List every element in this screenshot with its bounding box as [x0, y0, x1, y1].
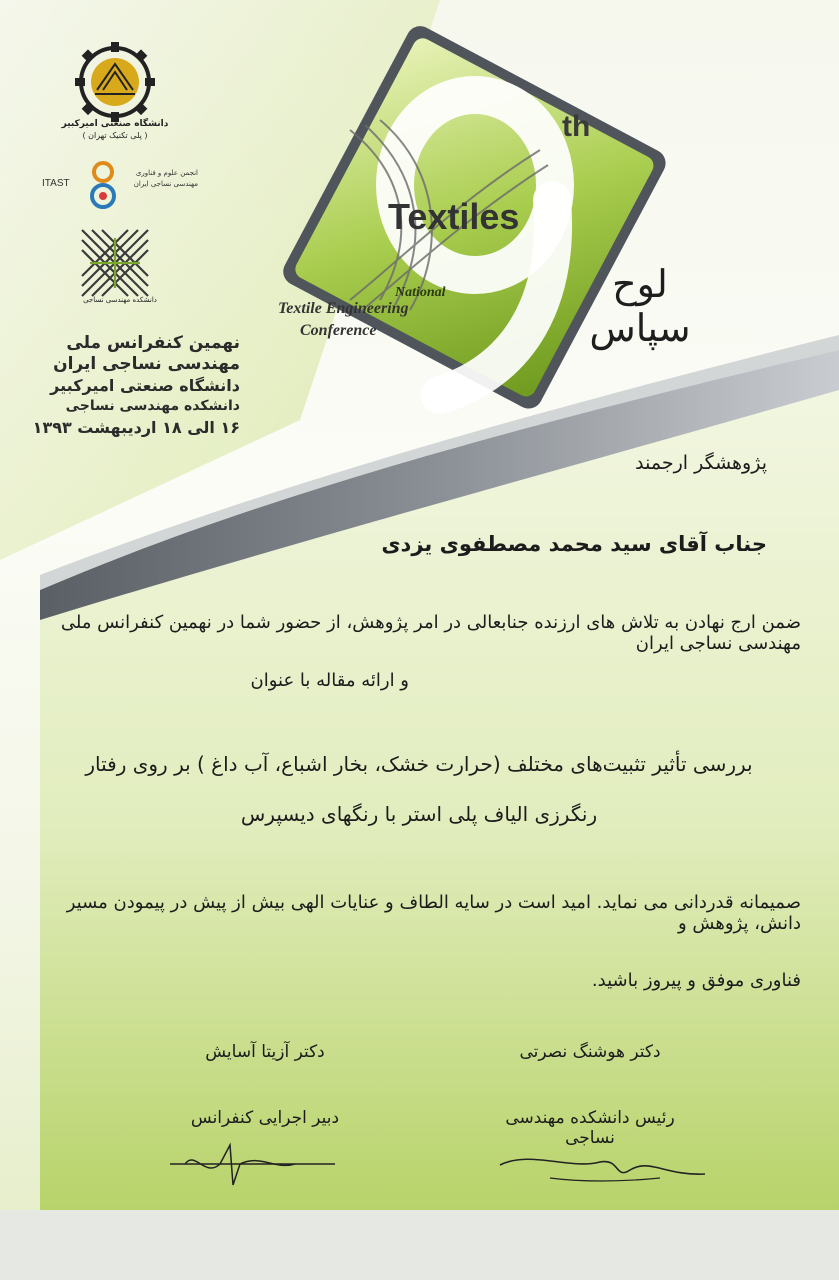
amirkabir-university-logo [75, 42, 155, 122]
university-subtitle: ( پلی تکنیک تهران ) [82, 131, 148, 140]
signature-right [490, 1140, 710, 1190]
itast-abbreviation: ITAST [42, 178, 70, 189]
signatory-right-name: دکتر هوشنگ نصرتی [519, 1042, 661, 1062]
recipient-name: جناب آقای سید محمد مصطفوی یزدی [381, 532, 767, 556]
conference-dates: ۱۶ الی ۱۸ اردیبهشت ۱۳۹۳ [32, 418, 240, 437]
itast-logo [88, 158, 118, 214]
logo-national: National [395, 285, 446, 300]
textile-faculty-logo [80, 228, 150, 298]
body-line-3: صمیمانه قدردانی می نماید. امید است در سایه الطاف و عنایات الهی بیش از پیش در پیمودن مسیر دانش، پژوهش و [66, 892, 801, 934]
conference-line-1: نهمین کنفرانس ملی [66, 333, 240, 353]
bottom-strip [0, 1210, 839, 1280]
signatory-right-role: رئیس دانشکده مهندسی نساجی [505, 1108, 675, 1148]
itast-name: انجمن علوم و فناوری مهندسی نساجی ایران [133, 169, 198, 188]
faculty-logo-caption: دانشکده مهندسی نساجی [83, 296, 157, 304]
body-line-1: ضمن ارج نهادن به تلاش های ارزنده جنابعالی در امر پژوهش، از حضور شما در نهمین کنفرانس ملی مهندسی نساجی ایران [60, 612, 801, 654]
paper-title-line-2: رنگرزی الیاف پلی استر با رنگهای دیسپرس [240, 802, 598, 826]
logo-conference: Conference [300, 322, 377, 339]
university-name-text: دانشگاه صنعتی امیرکبیر [61, 119, 169, 129]
signatory-left-role: دبیر اجرایی کنفرانس [190, 1108, 340, 1128]
body-line-2: و ارائه مقاله با عنوان [250, 670, 409, 691]
conference-line-2: مهندسی نساجی ایران [53, 354, 240, 374]
conference-line-4: دانشکده مهندسی نساجی [65, 398, 240, 414]
logo-engineering: Textile Engineering [278, 300, 409, 317]
body-line-4: فناوری موفق و پیروز باشید. [591, 970, 801, 991]
conference-line-3: دانشگاه صنعتی امیرکبیر [50, 376, 240, 395]
paper-title-line-1: بررسی تأثیر تثبیت‌های مختلف (حرارت خشک، بخار اشباع، آب داغ ) بر روی رفتار [85, 752, 753, 776]
certificate-title: لوح سپاس [589, 262, 691, 350]
logo-ordinal: th [562, 110, 591, 143]
logo-textiles: Textiles [388, 196, 520, 237]
university-name [40, 118, 190, 142]
signature-left [165, 1140, 340, 1190]
conference-info [30, 333, 240, 438]
signatory-left-name: دکتر آزیتا آسایش [205, 1042, 325, 1062]
salutation: پژوهشگر ارجمند [635, 452, 767, 474]
